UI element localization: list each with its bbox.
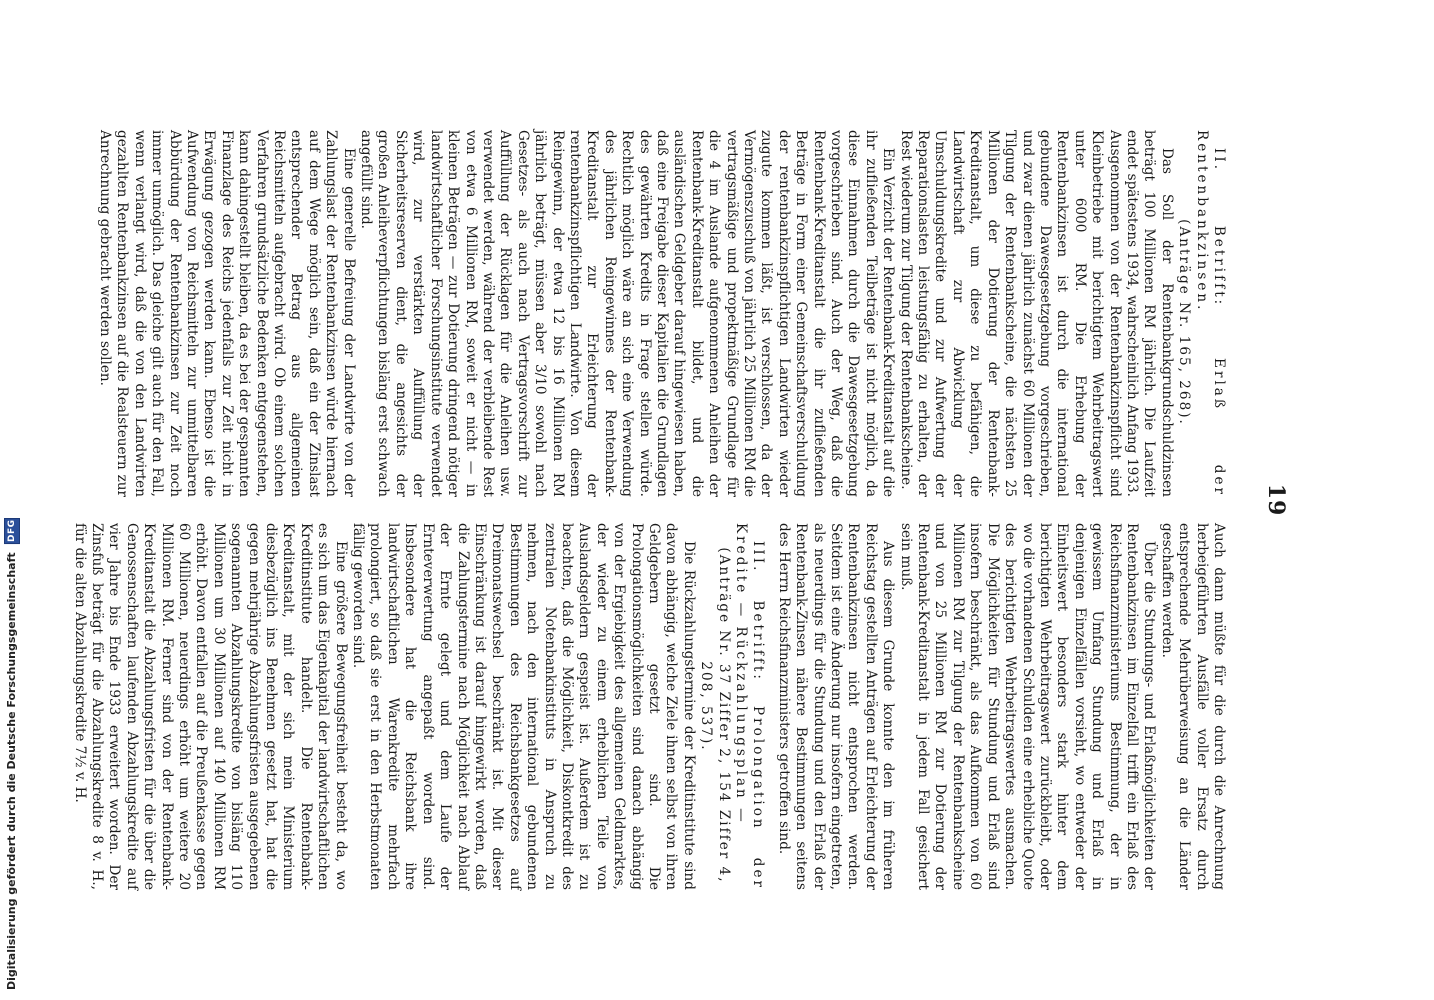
paragraph: Aus diesem Grunde konnte den im früheren Reichstag gestellten Anträgen auf Erleichterung der Rentenbankzinsen nicht entsprochen werden. Seitdem ist eine Änderung nur insofern eingetreten, als neuerdings für die Stundung und den Erlaß der Rentenbank-Zinsen nähere Bestimmungen seitens des Herrn Reichsfinanzministers getroffen sind. bbox=[775, 523, 897, 890]
paragraph: Die Rückzahlungstermine der Kreditinstitute sind davon abhängig, welche Ziele ihnen selbst von ihren Geldgebern gesetzt sind. Die Prolongationsmöglichkeiten sind danach abhängig von der Ergiebigkeit des allgemeinen Geldmarktes, der wieder zu einem erheblichen Teile von Auslandsgeldern gespeist ist. Außerdem ist zu beachten, daß die Möglichkeit, Diskontkredit des zentralen Notenbankinstituts in Anspruch zu nehmen, nach den international gebundenen Bestimmungen des Reichsbankgesetzes auf Dreimonatswechsel beschränkt ist. Mit dieser Einschränkung ist darauf hingewirkt worden, daß die Zahlungstermine nach Möglichkeit nach Ablauf der Ernte gelegt und dem Laufe der Ernteverwertung angepaßt worden sind. Insbesondere hat die Reichsbank ihre landwirtschaftlichen Warenkredite mehrfach prolongiert, so daß sie erst in den Herbstmonaten fällig geworden sind. bbox=[350, 523, 697, 890]
digitization-footer bbox=[0, 0, 26, 1000]
section-iii-prefix: III. Betrifft: bbox=[750, 541, 767, 682]
section-iii-reference: (Anträge Nr. 37 Ziffer 2, 154 Ziffer 4, 208, 537). bbox=[698, 547, 732, 884]
paragraph: Ein Verzicht der Rentenbank-Kreditanstalt auf die ihr zufließenden Teilbeträge ist nicht möglich, da diese Einnahmen durch die Dawesgesetzgebung vorgeschrieben sind. Auch der Weg, daß die Rentenbank-Kreditanstalt die ihr zufließenden Beträge in Form einer Gemeinschaftsverschuldung der rentenbankzinspflichtigen Landwirten wieder zugute kommen läßt, ist verschlossen, da der Vermögenszuschuß von jährlich 25 Millionen RM die vertragsmäßige und propektmäßige Grundlage für die 4 im Auslande aufgenommenen Anleihen der Rentenbank-Kreditanstalt bildet, und die ausländischen Geldgeber darauf hingewiesen haben, daß eine Freigabe dieser Kapitalien die Grundlagen des gewährten Kredits in Frage stellen würde. Rechtlich möglich wäre an sich eine Verwendung des jährlichen Reingewinnes der Rentenbank-Kreditanstalt zur Erleichterung der rentenbankzinspflichtigen Landwirte. Von diesem Reingewinn, der etwa 12 bis 16 Millionen RM jährlich beträgt, müssen aber 3/10 sowohl nach Gesetzes- als auch nach Vertragsvorschrift zur Auffüllung der Rücklagen für die Anleihen usw. verwendet werden, während der verbleibende Rest von etwa 6 Millionen RM, soweit er nicht — in kleinen Beträgen — zur Dotierung dringend nötiger landwirtschaftlicher Forschungsinstitute verwendet wird, zur verstärkten Auffüllung der Sicherheitsreserven dient, die angesichts der großen Anleiheverpflichtungen bisläng erst schwach angefüllt sind. bbox=[358, 130, 897, 497]
paragraph: Über die Stundungs- und Erlaßmöglichkeiten der Rentenbankzinsen im Einzelfall trifft ein Erlaß des Reichsfinanzministeriums Bestimmung, der in gewissem Umfang Stundung und Erlaß in denjenigen Einzelfällen vorsieht, wo entweder der Einheitswert besonders stark hinter dem berichtigten Wehrbeitragswert zurückbleibt, oder wo die vorhandenen Schulden eine erhebliche Quote des berichtigten Wehrbeitragswertes ausmachen. Die Möglichkeiten für Stundung und Erlaß sind insofern beschränkt, als das Aufkommen von 60 Millionen RM zur Tilgung der Rentenbankscheine und von 25 Millionen RM zur Dotierung der Rentenbank-Kreditanstalt in jedem Fall gesichert sein muß. bbox=[897, 523, 1158, 890]
dfg-logo-icon: DFG bbox=[4, 518, 20, 545]
page-number: 19 bbox=[1263, 483, 1289, 517]
section-iii-heading bbox=[732, 523, 767, 890]
left-column bbox=[97, 130, 1227, 497]
section-iii-title: Prolongation der Kredite — Rückzahlungsplan — bbox=[733, 523, 767, 890]
section-ii-heading bbox=[1192, 130, 1227, 497]
paragraph: Eine generelle Befreiung der Landwirte von der Zahlungslast der Rentenbankzinsen würde hiernach auf dem Wege möglich sein, daß ein der Zinslast entsprechender Betrag aus allgemeinen Reichsmitteln aufgebracht wird. Ob einem solchen Verfahren grundsätzliche Bedenken entgegenstehen, kann dahingestellt bleiben, da es bei der gespannten Finanzlage des Reichs jedenfalls zur Zeit nicht in Erwägung gezogen werden kann. Ebenso ist die Aufwendung von Reichsmitteln zur unmittelbaren Abbürdung der Rentenbankzinsen zur Zeit noch immer unmöglich. Das gleiche gilt auch für den Fall, wenn verlangt wird, daß die von den Landwirten gezahlten Rentenbankzinsen auf die Realsteuern zur Anrechnung gebracht werden sollen. bbox=[97, 130, 357, 497]
footer-credit: Digitalisierung gefördert durch die Deutsche Forschungsgemeinschaft bbox=[5, 552, 18, 990]
right-column bbox=[71, 523, 1227, 890]
text-columns bbox=[71, 130, 1227, 890]
section-ii-prefix: II. Betrifft: bbox=[1211, 148, 1227, 308]
paragraph: Eine größere Bewegungsfreiheit besteht da, wo es sich um das Eigenkapital der landwirtschaftlichen Kreditinstitute handelt. Die Rentenbank-Kreditanstalt, mit der sich mein Ministerium diesbezüglich ins Benehmen gesetzt hat, hat die gegen mehrjährige Abzahlungsfristen ausgegebenen sogenannten Abzahlungskredite von bisläng 110 Millionen um 30 Millionen auf 140 Millionen RM erhöht. Davon entfallen auf die Preußenkasse gegen 60 Millionen, neuerdings erhöht um weitere 20 Millionen RM. Ferner sind von der Rentenbank-Kreditanstalt die Abzahlungsfristen für die über die Genossenschaften laufenden Abzahlungskredite auf vier Jahre bis Ende 1933 erweitert worden. Der Zinsfuß beträgt für die Abzahlungskredite 8 v. H., für die alten Abzahlungskredite 7½ v. H. bbox=[71, 523, 349, 890]
paragraph: Auch dann müßte für die durch die Anrechnung herbeigeführten Ausfälle voller Ersatz durch entsprechende Mehrüberweisung an die Länder geschaffen werden. bbox=[1158, 523, 1227, 890]
section-ii-title: Erlaß der Rentenbankzinsen. bbox=[1193, 130, 1227, 497]
footer-text bbox=[4, 518, 20, 990]
document-page bbox=[71, 0, 1347, 1000]
section-ii-reference: (Anträge Nr. 165, 268). bbox=[1176, 219, 1193, 426]
paragraph: Das Soll der Rentenbankgrundschuldzinsen beträgt 100 Millionen RM jährlich. Die Laufzeit endet spätestens 1934, wahrscheinlich Anfang 1933. Ausgenommen von der Rentenbankzinspflicht sind Kleinbetriebe mit berichtigtem Wehrbeitragswert unter 6000 RM. Die Erhebung der Rentenbankzinsen ist durch die international gebundene Dawesgesetzgebung vorgeschrieben, und zwar dienen jährlich zunächst 60 Millionen der Tilgung der Rentenbankscheine, die nächsten 25 Millionen der Dotierung der Rentenbank-Kreditanstalt, um diese zu befähigen, die Landwirtschaft zur Abwicklung der Umschuldungskredite und zur Aufwertung der Reparationslasten leistungsfähig zu erhalten, der Rest wiederum zur Tilgung der Rentenbankscheine. bbox=[897, 130, 1175, 497]
